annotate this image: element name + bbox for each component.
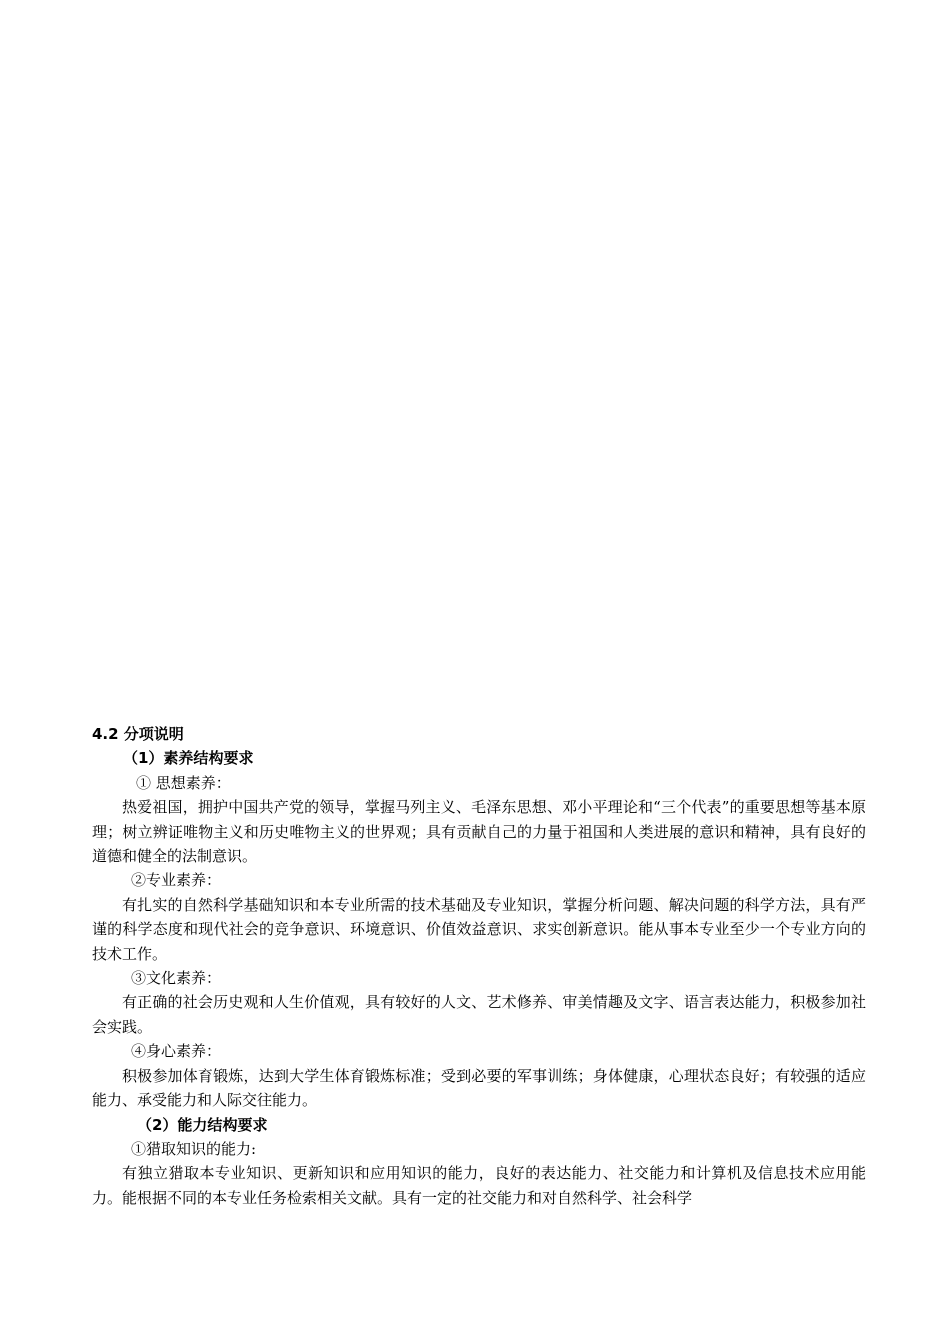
ability-item-text-1: 有独立猎取本专业知识、更新知识和应用知识的能力，良好的表达能力、社交能力和计算机及信息技术应用能力。能根据不同的本专业任务检索相关文献。具有一定的社交能力和对自然科学、社会科学	[92, 1164, 866, 1207]
quality-item-label-1: ① 思想素养：	[136, 773, 231, 792]
quality-item-label-2: ②专业素养：	[131, 871, 222, 890]
quality-item-text-3: 有正确的社会历史观和人生价值观，具有较好的人文、艺术修养、审美情趣及文字、语言表达能力，积极参加社会实践。	[92, 993, 866, 1036]
document-body	[92, 722, 866, 1210]
section-heading: 4.2 分项说明	[92, 725, 184, 743]
ability-item-label-1: ①猎取知识的能力:	[131, 1139, 257, 1158]
quality-item-label-4: ④身心素养：	[131, 1042, 222, 1061]
quality-heading: （1）素养结构要求	[123, 749, 254, 768]
ability-heading: （2）能力结构要求	[137, 1115, 268, 1134]
quality-item-text-2: 有扎实的自然科学基础知识和本专业所需的技术基础及专业知识，掌握分析问题、解决问题的科学方法，具有严谨的科学态度和现代社会的竞争意识、环境意识、价值效益意识、求实创新意识。能从事本专业至少一个专业方向的技术工作。	[92, 895, 866, 963]
quality-item-text-4: 积极参加体育锻炼，达到大学生体育锻炼标准；受到必要的军事训练；身体健康，心理状态良好；有较强的适应能力、承受能力和人际交往能力。	[92, 1066, 866, 1110]
quality-item-text-1: 热爱祖国，拥护中国共产党的领导，掌握马列主义、毛泽东思想、邓小平理论和“三个代表”的重要思想等基本原理；树立辨证唯物主义和历史唯物主义的世界观；具有贡献自己的力量于祖国和人类进展的意识和精神，具有良好的道德和健全的法制意识。	[92, 798, 866, 866]
quality-item-label-3: ③文化素养：	[131, 969, 222, 988]
